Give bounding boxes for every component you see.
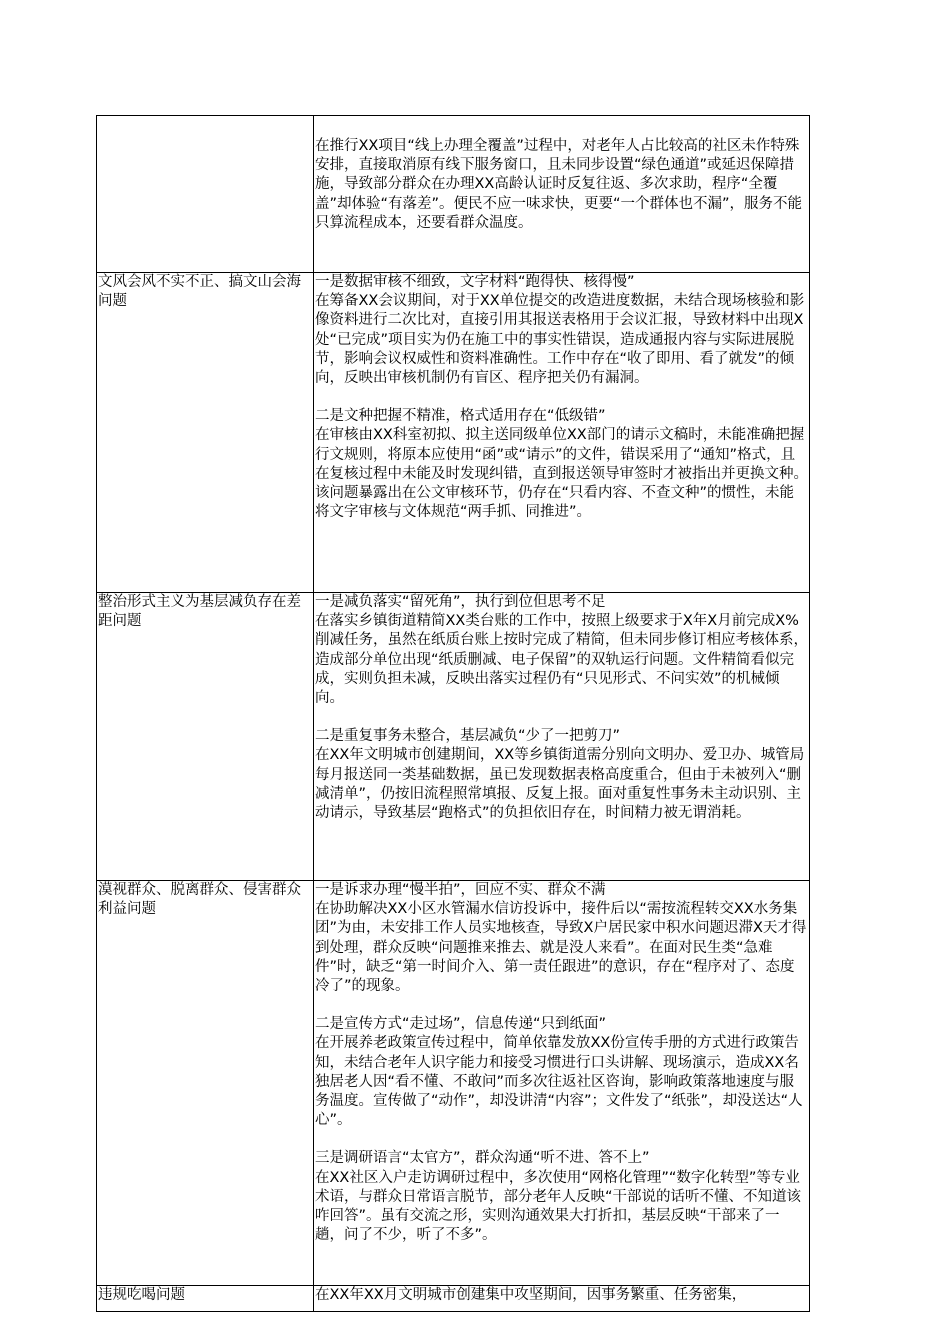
category-cell [97, 881, 314, 1286]
detail-cell [314, 881, 810, 1286]
detail-paragraph: 二是文种把握不精准，格式适用存在“低级错” 在审核由XX科室初拟、拟主送同级单位XX部门的请示文稿时，未能准确把握行文规则，将原本应使用“函”或“请示”的文件，错误采用了“通知”格式，且在复核过程中未能及时发现纠错，直到报送领导审签时才被指出并更换文种。该问题暴露出在公文审核环节，仍存在“只看内容、不查文种”的惯性，未能将文字审核与文体规范“两手抓、同推进”。 [315, 408, 808, 521]
category-cell [97, 116, 314, 273]
category-cell [97, 1286, 314, 1312]
table-row [97, 881, 810, 1286]
detail-cell [314, 1286, 810, 1312]
category-cell [97, 593, 314, 881]
detail-paragraph: 三是调研语言“太官方”，群众沟通“听不进、答不上” 在XX社区入户走访调研过程中，多次使用“网格化管理”“数字化转型”等专业术语，与群众日常语言脱节，部分老年人反映“干部说的话听不懂、不知道该咋回答”。虽有交流之形，实则沟通效果大打折扣，基层反映“干部来了一趟，问了不少，听了不多”。 [315, 1150, 802, 1244]
category-label: 违规吃喝问题 [98, 1287, 185, 1303]
table-row [97, 1286, 810, 1312]
detail-cell [314, 593, 810, 881]
table-row [97, 593, 810, 881]
detail-paragraph: 一是数据审核不细致，文字材料“跑得快、核得慢” 在筹备XX会议期间，对于XX单位提交的改造进度数据，未结合现场核验和影像资料进行二次比对，直接引用其报送表格用于会议汇报，导致材料中出现X处“已完成”项目实为仍在施工中的事实性错误，造成通报内容与实际进展脱节，影响会议权威性和资料准确性。工作中存在“收了即用、看了就发”的倾向，反映出审核机制仍有盲区、程序把关仍有漏洞。 [315, 274, 805, 387]
table-row [97, 273, 810, 593]
category-label: 漠视群众、脱离群众、侵害群众利益问题 [98, 882, 301, 918]
detail-paragraph: 一是诉求办理“慢半拍”，回应不实、群众不满 在协助解决XX小区水管漏水信访投诉中，接件后以“需按流程转交XX水务集团”为由，未安排工作人员实地核查，导致X户居民家中积水问题迟滞X天才得到处理，群众反映“问题推来推去、就是没人来看”。在面对民生类“急难件”时，缺乏“第一时间介入、第一责任跟进”的意识，存在“程序对了、态度冷了”的现象。 [315, 882, 807, 995]
detail-paragraph: 在推行XX项目“线上办理全覆盖”过程中，对老年人占比较高的社区未作特殊安排，直接取消原有线下服务窗口，且未同步设置“绿色通道”或延迟保障措施，导致部分群众在办理XX高龄认证时反复往返、多次求助，程序“全覆盖”却体验“有落差”。便民不应一味求快，更要“一个群体也不漏”，服务不能只算流程成本，还要看群众温度。 [315, 138, 803, 231]
detail-cell [314, 273, 810, 593]
detail-cell [314, 116, 810, 273]
detail-paragraph: 一是减负落实“留死角”，执行到位但思考不足 在落实乡镇街道精简XX类台账的工作中，按照上级要求于X年X月前完成X%削减任务，虽然在纸质台账上按时完成了精简，但未同步修订相应考核体系，造成部分单位出现“纸质删减、电子保留”的双轨运行问题。文件精简看似完成，实则负担未减，反映出落实过程仍有“只见形式、不问实效”的机械倾向。 [315, 594, 808, 707]
category-label: 文风会风不实不正、搞文山会海问题 [98, 274, 301, 310]
detail-paragraph: 二是重复事务未整合，基层减负“少了一把剪刀” 在XX年文明城市创建期间，XX等乡镇街道需分别向文明办、爱卫办、城管局每月报送同一类基础数据，虽已发现数据表格高度重合，但由于未被列入“删减清单”，仍按旧流程照常填报、反复上报。面对重复性事务未主动识别、主动请示，导致基层“跑格式”的负担依旧存在，时间精力被无谓消耗。 [315, 728, 805, 822]
problem-table [96, 115, 810, 1312]
category-cell [97, 273, 314, 593]
detail-paragraph: 在XX年XX月文明城市创建集中攻坚期间，因事务繁重、任务密集， [315, 1287, 747, 1303]
category-label: 整治形式主义为基层减负存在差距问题 [98, 594, 301, 630]
detail-paragraph: 二是宣传方式“走过场”，信息传递“只到纸面” 在开展养老政策宣传过程中，简单依靠发放XX份宣传手册的方式进行政策告知，未结合老年人识字能力和接受习惯进行口头讲解、现场演示，造成XX名独居老人因“看不懂、不敢问”而多次往返社区咨询，影响政策落地速度与服务温度。宣传做了“动作”，却没讲清“内容”；文件发了“纸张”，却没送达“人心”。 [315, 1016, 803, 1129]
table-row [97, 116, 810, 273]
